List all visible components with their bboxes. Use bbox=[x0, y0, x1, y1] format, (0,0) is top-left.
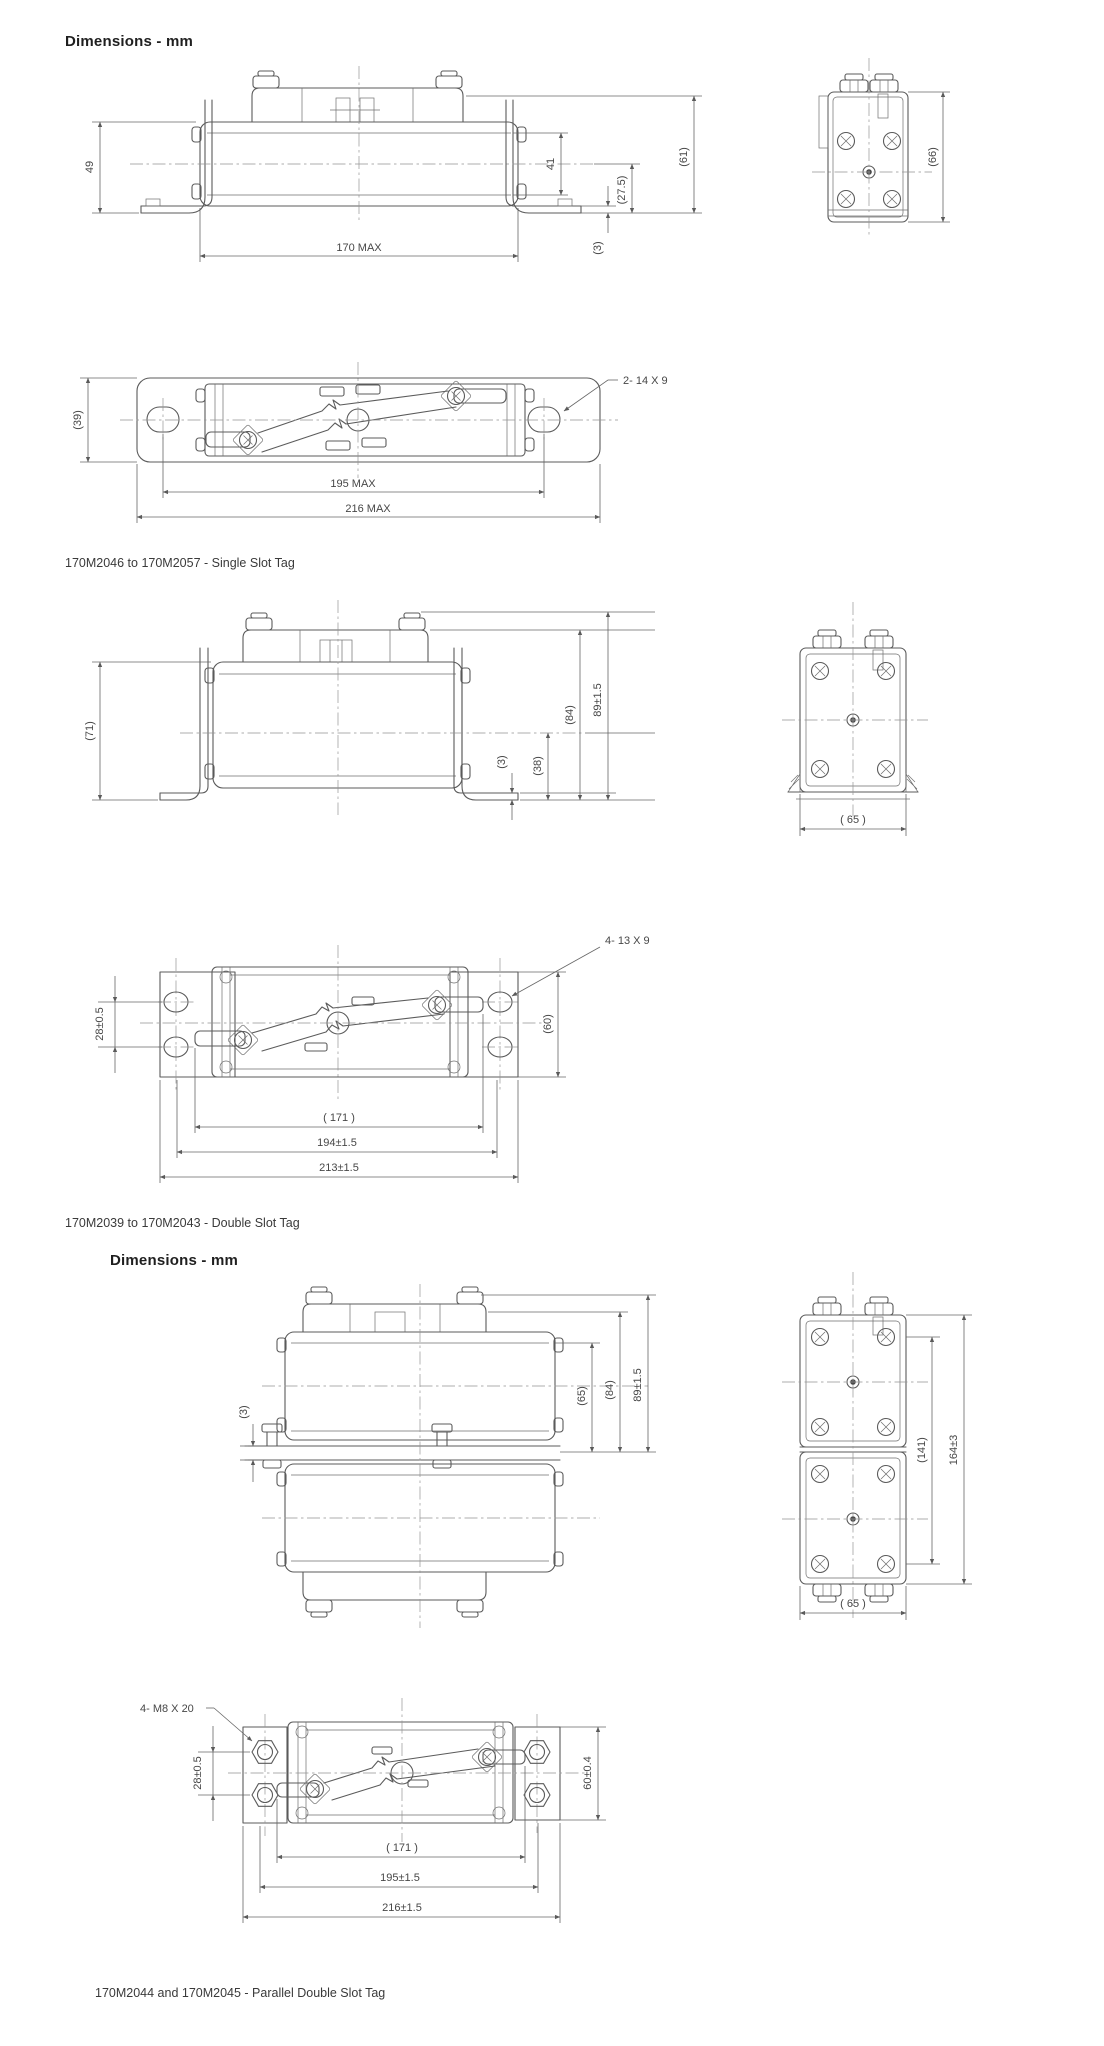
dim-141: (141) bbox=[916, 1437, 928, 1463]
bolt-size-label: 4- M8 X 20 bbox=[140, 1703, 194, 1715]
hole-size-label: 4- 13 X 9 bbox=[605, 935, 650, 947]
single-slot-end-view bbox=[812, 58, 950, 238]
double-slot-end-view bbox=[782, 602, 928, 836]
dim-84: (84) bbox=[564, 705, 576, 725]
dim-61: (61) bbox=[678, 147, 690, 167]
caption-parallel-double-slot: 170M2044 and 170M2045 - Parallel Double Slot Tag bbox=[95, 1986, 386, 2000]
dim-60: 60±0.4 bbox=[582, 1756, 594, 1790]
dim-28: 28±0.5 bbox=[192, 1756, 204, 1790]
dim-3: (3) bbox=[496, 755, 508, 769]
dim-89: 89±1.5 bbox=[592, 683, 604, 717]
dim-3: (3) bbox=[238, 1405, 250, 1419]
double-slot-top-view bbox=[94, 935, 650, 1183]
dim-194: 194±1.5 bbox=[317, 1137, 357, 1149]
dim-39: (39) bbox=[72, 410, 84, 430]
dim-3: (3) bbox=[592, 241, 604, 255]
dim-216-max: 216 MAX bbox=[345, 503, 391, 515]
dimensions-heading-1: Dimensions - mm bbox=[65, 33, 194, 50]
dim-41: 41 bbox=[545, 157, 557, 171]
dim-65: ( 65 ) bbox=[840, 814, 866, 826]
dim-49: 49 bbox=[84, 160, 96, 174]
dim-170-max: 170 MAX bbox=[336, 242, 382, 254]
dim-89: 89±1.5 bbox=[632, 1368, 644, 1402]
dim-164: 164±3 bbox=[948, 1434, 960, 1466]
dim-84: (84) bbox=[604, 1380, 616, 1400]
single-slot-top-view bbox=[72, 362, 668, 523]
dim-28: 28±0.5 bbox=[94, 1007, 106, 1041]
dim-195-max: 195 MAX bbox=[330, 478, 376, 490]
caption-double-slot: 170M2039 to 170M2043 - Double Slot Tag bbox=[65, 1216, 300, 1230]
dim-216: 216±1.5 bbox=[382, 1902, 422, 1914]
dim-65: ( 65 ) bbox=[840, 1598, 866, 1610]
dim-71: (71) bbox=[84, 721, 96, 741]
double-slot-side-view bbox=[84, 600, 655, 820]
dim-65: (65) bbox=[576, 1386, 588, 1406]
dimensions-heading-2: Dimensions - mm bbox=[110, 1252, 239, 1269]
dim-66: (66) bbox=[927, 147, 939, 167]
slot-size-label: 2- 14 X 9 bbox=[623, 375, 668, 387]
parallel-double-top-view bbox=[140, 1698, 606, 1923]
dim-171: ( 171 ) bbox=[386, 1842, 418, 1854]
parallel-double-end-view bbox=[782, 1272, 972, 1620]
dim-27-5: (27.5) bbox=[616, 175, 628, 205]
dim-213: 213±1.5 bbox=[319, 1162, 359, 1174]
parallel-double-side-view bbox=[238, 1284, 656, 1628]
dim-171: ( 171 ) bbox=[323, 1112, 355, 1124]
single-slot-side-view bbox=[84, 66, 702, 262]
dim-60: (60) bbox=[542, 1014, 554, 1034]
dim-38: (38) bbox=[532, 756, 544, 776]
caption-single-slot: 170M2046 to 170M2057 - Single Slot Tag bbox=[65, 556, 295, 570]
dim-195: 195±1.5 bbox=[380, 1872, 420, 1884]
